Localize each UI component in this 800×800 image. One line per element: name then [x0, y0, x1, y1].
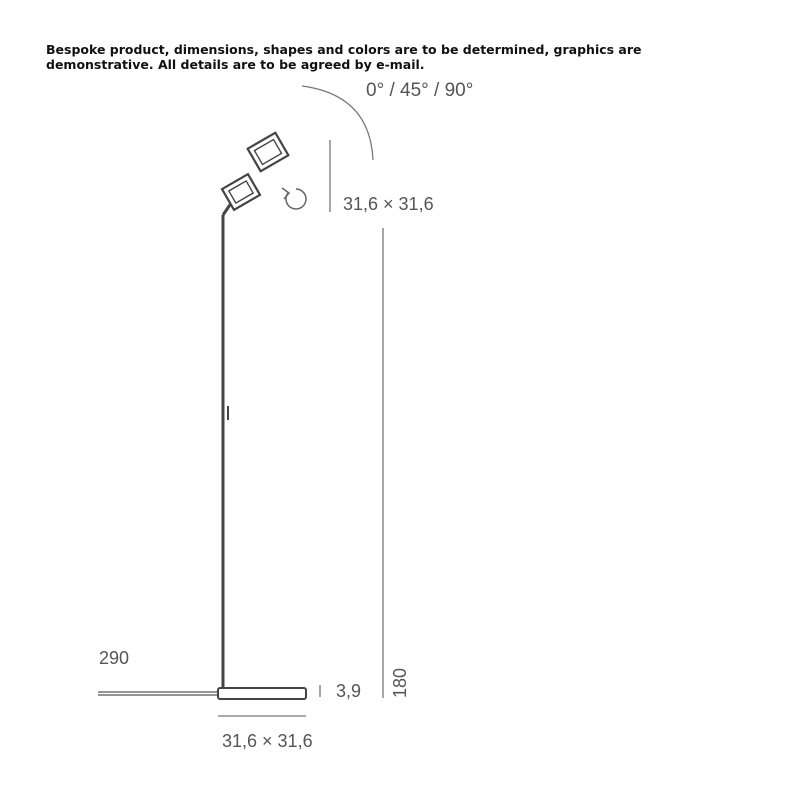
cable-length-label: 290: [99, 648, 130, 668]
rotation-arrow-icon: [282, 188, 306, 209]
lamp-base: [218, 688, 306, 699]
total-height-label: 180: [390, 667, 410, 698]
lamp-head-upper: [248, 133, 289, 172]
lamp-head-lower: [222, 174, 260, 210]
base-thickness-label: 3,9: [336, 681, 362, 701]
tilt-angles-label: 0° / 45° / 90°: [366, 80, 474, 101]
base-size-label: 31,6 × 31,6: [222, 731, 313, 751]
head-size-label: 31,6 × 31,6: [343, 194, 434, 214]
tilt-angle-arc: [302, 86, 373, 160]
disclaimer-text: Bespoke product, dimensions, shapes and colors are to be determined, graphics are demonstrative. All details are to be agreed by e-mail.: [46, 42, 642, 72]
